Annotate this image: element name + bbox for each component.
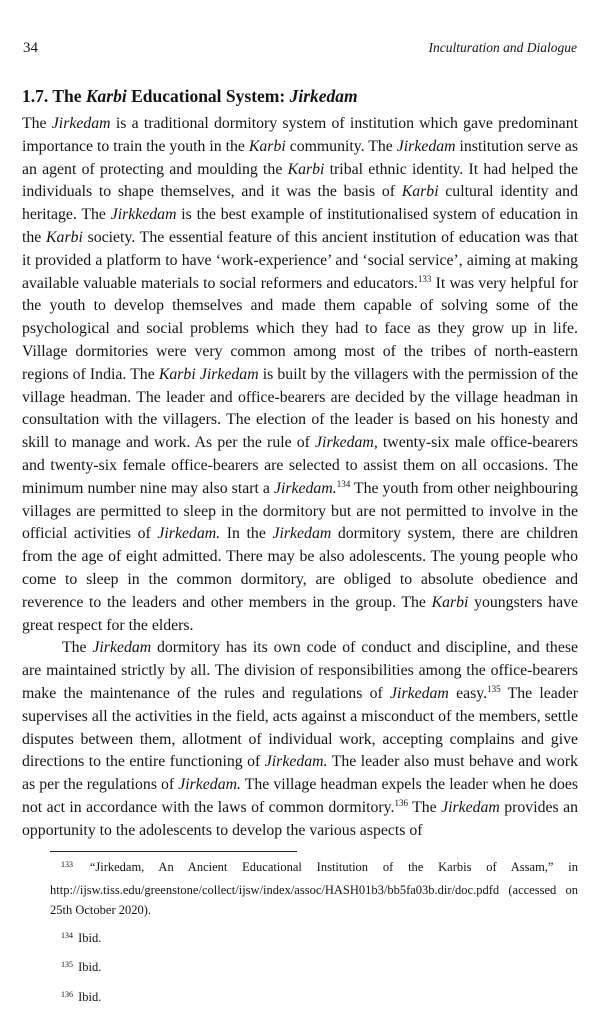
text-run: twenty-six male office-bearers and twenty-six female office-bearers are selected to assist them on all occasions. The minimum number nine may also start a [22, 434, 578, 497]
footnote-ref-135[interactable]: 135 [487, 684, 501, 694]
italic-term: Karbi [288, 161, 325, 178]
paragraph-1 [22, 113, 578, 637]
italic-term: Jirkedam [441, 799, 500, 816]
text-run: easy. [449, 685, 487, 702]
text-run: is a traditional dormitory system of institution which gave predominant importance to train the youth in the [22, 115, 578, 155]
footnote-text: Ibid. [78, 990, 101, 1004]
italic-term: Jirkedam. [157, 525, 220, 542]
section-heading [22, 86, 358, 107]
page-number: 34 [23, 40, 38, 57]
footnote-133 [50, 857, 578, 921]
footnote-marker: 136 [61, 990, 73, 999]
italic-term: Jirkedam [397, 138, 456, 155]
heading-emphasis: Jirkedam [290, 86, 358, 106]
text-run: dormitory system, there are children from the age of eight admitted. There may be also adolescents. The young people who come to sleep in the common dormitory, are obliged to absolute obedience and reverence to the leaders and other members in the group. The [22, 525, 578, 610]
heading-emphasis: Karbi [86, 86, 127, 106]
text-run: cultural identity and heritage. The [22, 183, 578, 223]
text-run: The [62, 639, 92, 656]
text-run: The village headman expels the leader when he does not act in accordance with the laws of common dormitory. [22, 776, 578, 816]
text-run: The leader supervises all the activities in the field, acts against a misconduct of the members, settle disputes between them, allotment of individual work, accepting complains and give directions to the entire functioning of [22, 685, 578, 770]
text-run: community. The [286, 138, 397, 155]
italic-term: Karbi [46, 229, 83, 246]
text-run: youngsters have great respect for the elders. [22, 594, 578, 634]
footnote-text: Ibid. [78, 931, 101, 945]
text-run: It was very helpful for the youth to develop themselves and made them capable of solving some of the psychological and social problems which they had to face as they grow up in life. Village dormitories were very common among most of the tribes of north-eastern regions of India. The [22, 275, 578, 383]
text-run: tribal ethnic identity. It had helped the individuals to shape themselves, and it was the basis of [22, 161, 578, 201]
italic-term: Jirkedam [390, 685, 449, 702]
italic-term: Jirkedam. [274, 480, 337, 497]
italic-term: Karbi [402, 183, 439, 200]
footnote-ref-134[interactable]: 134 [337, 479, 351, 489]
section-number: 1.7. [22, 86, 48, 106]
italic-term: Karbi Jirkedam [159, 366, 259, 383]
text-run: provides an opportunity to the adolescents to develop the various aspects of [22, 799, 578, 839]
text-run: The [408, 799, 441, 816]
footnote-135 [50, 957, 578, 980]
footnote-134 [50, 928, 578, 951]
italic-term: Jirkedam. [178, 776, 241, 793]
text-run: is the best example of institutionalised system of education in the [22, 206, 578, 246]
text-run: The [22, 115, 52, 132]
text-run: The youth from other neighbouring villages are permitted to sleep in the dormitory but are not permitted to involve in the official activities of [22, 480, 578, 543]
footnote-136 [50, 987, 578, 1009]
italic-term: Jirkedam, [315, 434, 378, 451]
italic-term: Jirkedam [52, 115, 111, 132]
paragraph-2 [22, 637, 578, 842]
text-run: The leader also must behave and work as per the regulations of [22, 753, 578, 793]
italic-term: Jirkkedam [111, 206, 177, 223]
running-title: Inculturation and Dialogue [429, 40, 578, 56]
text-run: In the [220, 525, 272, 542]
italic-term: Jirkedam [92, 639, 151, 656]
footnote-ref-133[interactable]: 133 [418, 274, 432, 284]
italic-term: Jirkedam [272, 525, 331, 542]
italic-term: Jirkedam. [265, 753, 328, 770]
footnote-text: “Jirkedam, An Ancient Educational Institution of the Karbis of Assam,” in http://ijsw.tiss.edu/greenstone/collect/ijsw/index/assoc/HASH01b3/bb5fa03b.dir/doc.pdfd (accessed on 25th October 2020). [50, 860, 578, 917]
italic-term: Karbi [432, 594, 469, 611]
text-run: dormitory has its own code of conduct and discipline, and these are maintained strictly by all. The division of responsibilities among the office-bearers make the maintenance of the rules and regulations of [22, 639, 578, 702]
body-text [22, 113, 578, 843]
text-run: institution serve as an agent of protecting and moulding the [22, 138, 578, 178]
text-run: society. The essential feature of this ancient institution of education was that it provided a platform to have ‘work-experience’ and ‘social service’, aiming at making available valuable materials to social reformers and educators. [22, 229, 578, 292]
heading-part: The [52, 86, 86, 106]
footnote-marker: 133 [61, 860, 73, 869]
text-run: is built by the villagers with the permission of the village headman. The leader and office-bearers are decided by the village headman in consultation with the villagers. The election of the leader is based on his honesty and skill to manage and work. As per the rule of [22, 366, 578, 451]
heading-part: Educational System: [127, 86, 290, 106]
italic-term: Karbi [249, 138, 286, 155]
footnote-divider [50, 851, 297, 852]
page-header [0, 40, 600, 60]
footnote-text: Ibid. [78, 960, 101, 974]
footnote-marker: 135 [61, 960, 73, 969]
footnote-marker: 134 [61, 931, 73, 940]
footnotes [50, 857, 578, 1009]
footnote-ref-136[interactable]: 136 [394, 798, 408, 808]
